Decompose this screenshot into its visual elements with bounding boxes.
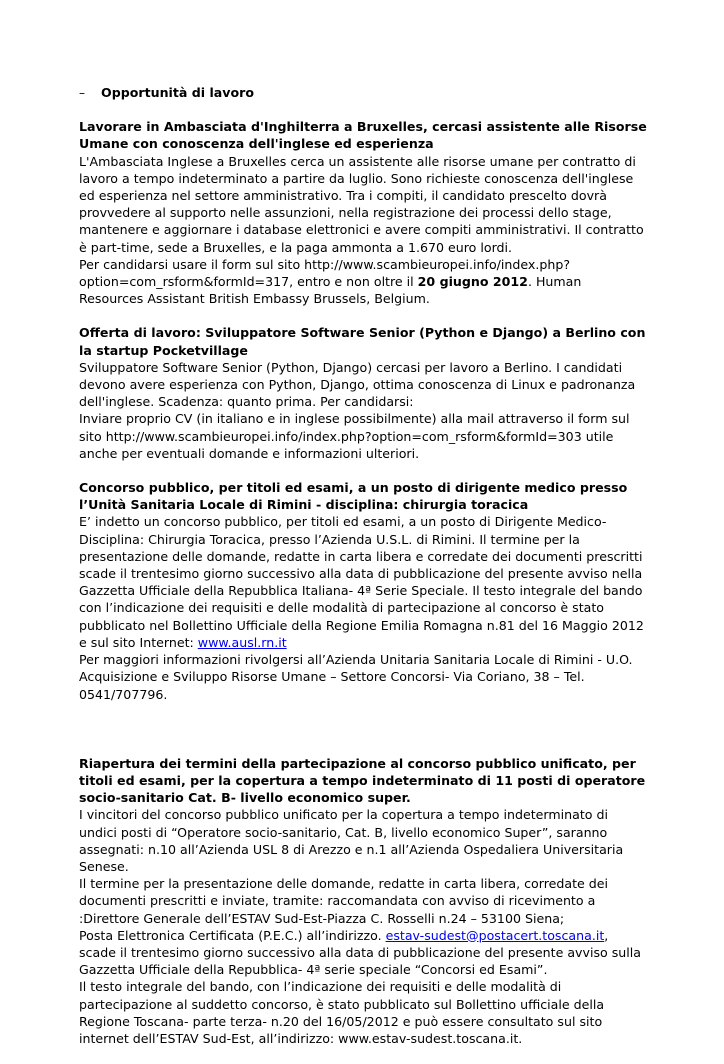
- paragraph-text: E’ indetto un concorso pubblico, per titoli ed esami, a un posto di Dirigente Medico-Disciplina: Chirurgia Toracica, presso l’Azienda U.S.L. di Rimini. Il termine per la presentazione delle domande, redatte in carta libera e corredate dei documenti prescritti scade il trentesimo giorno successivo alla data di pubblicazione del presente avviso nella Gazzetta Ufficiale della Repubblica Italiana- 4ª Serie Speciale. Il testo integrale del bando con l’indicazione dei requisiti e delle modalità di partecipazione al concorso è stato pubblicato nel Bollettino Ufficiale della Regione Emilia Romagna n.81 del 16 Maggio 2012 e sul sito Internet:: [79, 514, 644, 650]
- article-title: Concorso pubblico, per titoli ed esami, a un posto di dirigente medico presso l’Unità Sanitaria Locale di Rimini - disciplina: chirurgia toracica: [79, 480, 628, 513]
- article-body: [79, 806, 647, 1047]
- ausl-link[interactable]: www.ausl.rn.it: [197, 634, 287, 650]
- article-paragraph: Per maggiori informazioni rivolgersi all’Azienda Unitaria Sanitaria Locale di Rimini - U.O. Acquisizione e Sviluppo Risorse Umane – Settore Concorsi- Via Coriano, 38 – Tel. 0541/707796.: [79, 652, 633, 702]
- paragraph-text: . Human Resources Assistant British Embassy Brussels, Belgium.: [79, 274, 582, 307]
- article-paragraph: L'Ambasciata Inglese a Bruxelles cerca un assistente alle risorse umane per contratto di lavoro a tempo indeterminato a partire da luglio. Sono richieste conoscenza dell'inglese ed esperienza nel settore amministrativo. Tra i compiti, il candidato prescelto dovrà provvedere al supporto nelle assunzioni, nella registrazione dei processi dello stage, mantenere e aggiornare i database elettronici e avere compiti amministrativi. Il contratto è part-time, sede a Bruxelles, e la paga ammonta a 1.670 euro lordi.: [79, 153, 644, 255]
- paragraph-text: ,: [604, 927, 609, 943]
- article-paragraph: [79, 513, 647, 651]
- article-paragraph: [79, 256, 647, 308]
- list-dash: –: [79, 86, 85, 100]
- section-heading: Opportunità di lavoro: [101, 85, 255, 100]
- article-python-django-berlin: [79, 324, 647, 462]
- article-rimini-concorso: [79, 479, 647, 703]
- spacer: [79, 720, 647, 755]
- article-body: [79, 153, 647, 308]
- article-paragraph: Il testo integrale del bando, con l’indicazione dei requisiti e delle modalità di partecipazione al suddetto concorso, è stato pubblicato sul Bollettino ufficiale della Regione Toscana- parte terza- n.20 del 16/05/2012 e può essere consultato sul sito internet dell’ESTAV Sud-Est, all’indirizzo: www.estav-sudest.toscana.it.: [79, 979, 605, 1046]
- article-title: Lavorare in Ambasciata d'Inghilterra a Bruxelles, cercasi assistente alle Risorse Umane con conoscenza dell'inglese ed esperienza: [79, 119, 647, 152]
- pec-email-link[interactable]: estav-sudest@postacert.toscana.it: [385, 927, 605, 943]
- article-paragraph: [79, 927, 647, 944]
- deadline-date: 20 giugno 2012: [417, 274, 528, 290]
- document-page: [79, 84, 647, 1064]
- article-body: [79, 359, 647, 462]
- paragraph-text: Per candidarsi usare il form sul sito http://www.scambieuropei.info/index.php?option=com_rsform&formId=317, entro e non oltre il: [79, 256, 571, 290]
- article-title: Riapertura dei termini della partecipazione al concorso pubblico unificato, per titoli ed esami, per la copertura a tempo indeterminato di 11 posti di operatore socio-sanitario Cat. B- livello economico super.: [79, 755, 646, 806]
- article-paragraph: Sviluppatore Software Senior (Python, Django) cercasi per lavoro a Berlino. I candidati devono avere esperienza con Python, Django, ottima conoscenza di Linux e padronanza dell'inglese. Scadenza: quanto prima. Per candidarsi:: [79, 359, 636, 410]
- article-paragraph: Inviare proprio CV (in italiano e in inglese possibilmente) alla mail attraverso il form sul sito http://www.scambieuropei.info/index.php?option=com_rsform&formId=303 utile anche per eventuali domande e informazioni ulteriori.: [79, 411, 630, 461]
- article-title: Offerta di lavoro: Sviluppatore Software Senior (Python e Django) a Berlino con la startup Pocketvillage: [79, 325, 646, 358]
- section-header: [79, 84, 647, 102]
- article-paragraph: scade il trentesimo giorno successivo alla data di pubblicazione del presente avviso sulla Gazzetta Ufficiale della Repubblica- 4ª serie speciale “Concorsi ed Esami”.: [79, 944, 641, 978]
- article-body: [79, 513, 647, 702]
- article-oss-concorso: [79, 755, 647, 1047]
- article-paragraph: I vincitori del concorso pubblico unificato per la copertura a tempo indeterminato di undici posti di “Operatore socio-sanitario, Cat. B, livello economico Super”, saranno assegnati: n.10 all’Azienda USL 8 di Arezzo e n.1 all’Azienda Ospedaliera Universitaria Senese.: [79, 807, 624, 874]
- article-paragraph: Il termine per la presentazione delle domande, redatte in carta libera, corredate dei documenti prescritti e inviate, tramite: raccomandata con avviso di ricevimento a :Direttore Generale dell’ESTAV Sud-Est-Piazza C. Rosselli n.24 – 53100 Siena;: [79, 876, 609, 926]
- article-embassy-brussels: [79, 118, 647, 307]
- paragraph-text: Posta Elettronica Certificata (P.E.C.) all’indirizzo.: [79, 927, 386, 943]
